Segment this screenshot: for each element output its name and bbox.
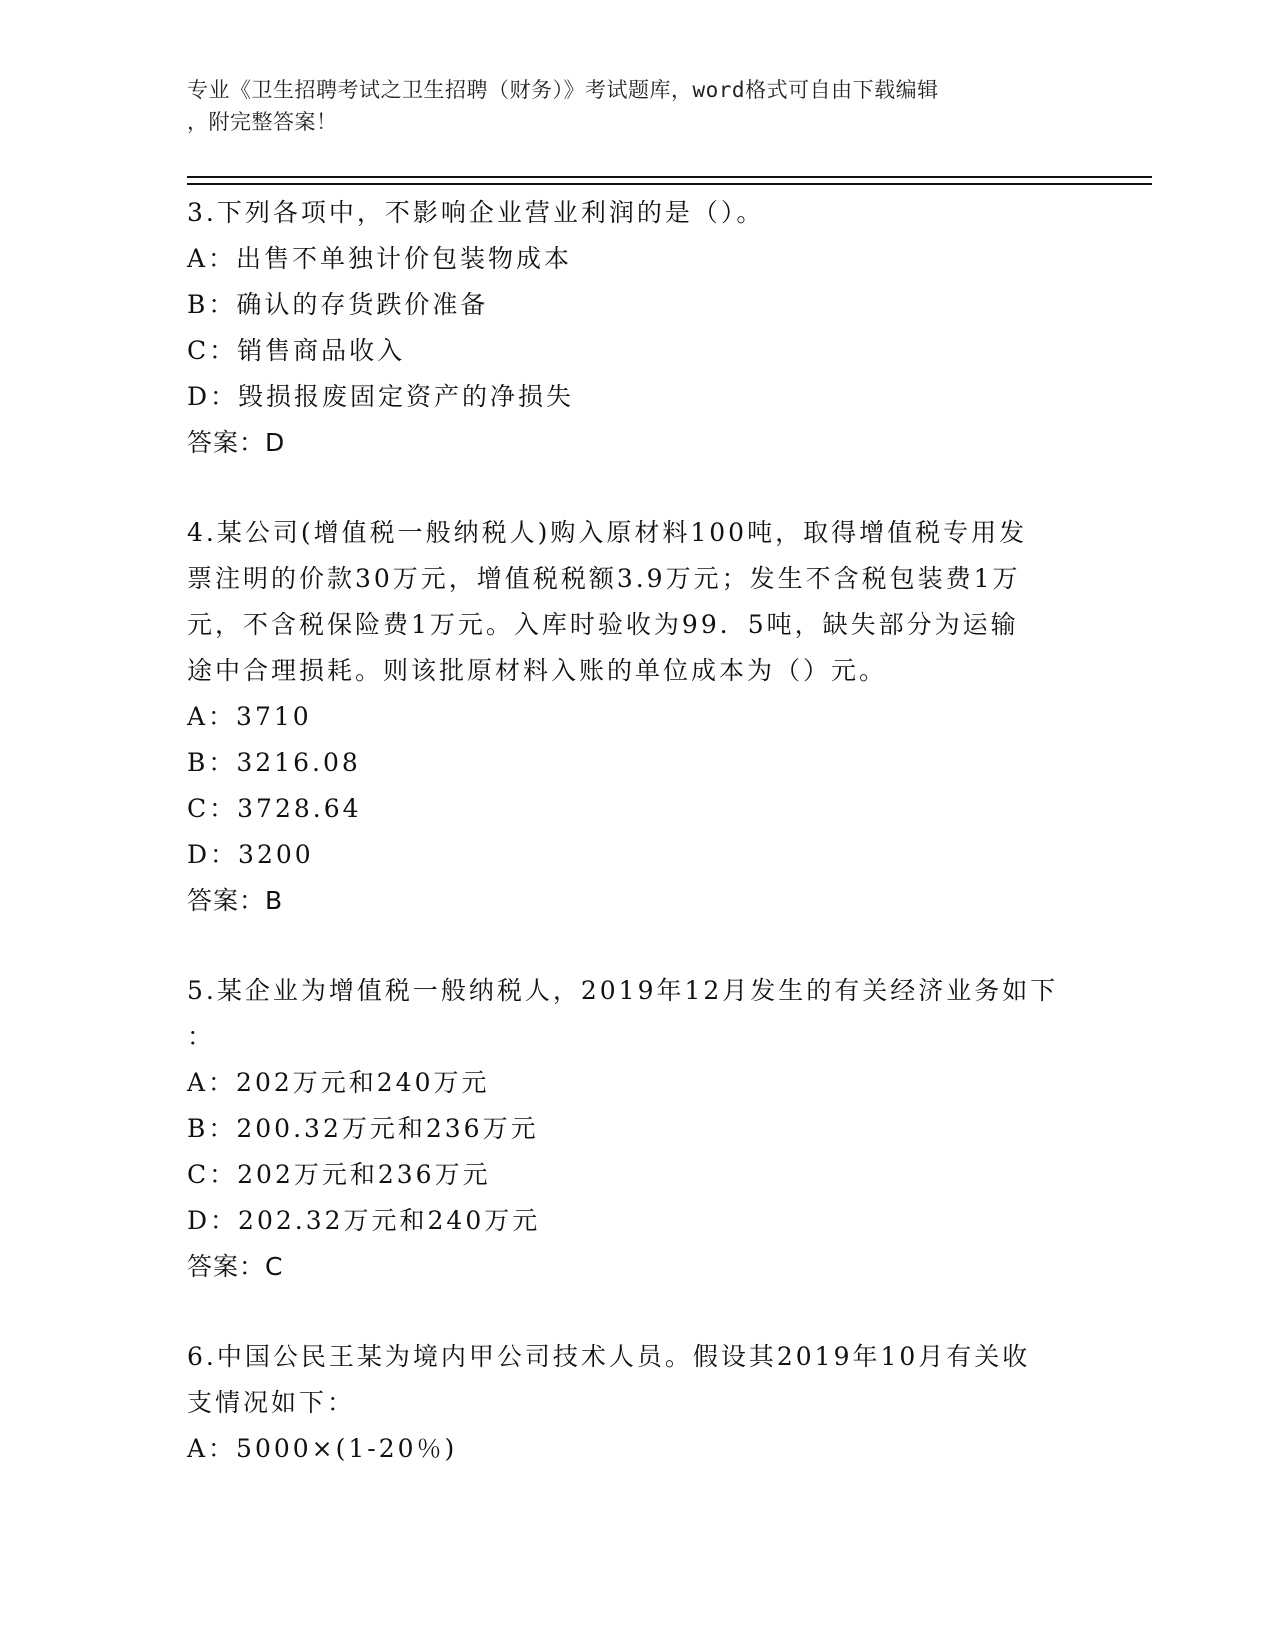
answer-label: 答案：	[187, 428, 266, 457]
option-b: B：确认的存货跌价准备	[187, 290, 489, 319]
option-b: B：200.32万元和236万元	[187, 1114, 539, 1143]
spacer	[187, 1290, 1087, 1334]
document-header	[187, 74, 1067, 138]
option-a: A：3710	[187, 702, 312, 731]
answer-value: D	[265, 428, 286, 457]
question-stem-line: 元，不含税保险费1万元。入库时验收为99．5吨，缺失部分为运输	[187, 610, 1019, 639]
question-3	[187, 190, 1087, 466]
question-stem-line: 途中合理损耗。则该批原材料入账的单位成本为（）元。	[187, 656, 888, 685]
header-line-1: 专业《卫生招聘考试之卫生招聘（财务）》考试题库，word格式可自由下载编辑	[187, 78, 939, 102]
question-stem-line: 5.某企业为增值税一般纳税人，2019年12月发生的有关经济业务如下	[187, 976, 1059, 1005]
question-4	[187, 510, 1087, 924]
question-6	[187, 1334, 1087, 1472]
option-d: D：202.32万元和240万元	[187, 1206, 541, 1235]
question-stem-line: 4.某公司(增值税一般纳税人)购入原材料100吨，取得增值税专用发	[187, 518, 1028, 547]
option-c: C：销售商品收入	[187, 336, 406, 365]
option-a: A：5000×(1-20％)	[187, 1434, 458, 1463]
question-stem-line: 支情况如下：	[187, 1388, 356, 1417]
answer-label: 答案：	[187, 886, 266, 915]
header-line-2: ，附完整答案！	[187, 110, 338, 134]
option-b: B：3216.08	[187, 748, 361, 777]
question-stem-line: 6.中国公民王某为境内甲公司技术人员。假设其2019年10月有关收	[187, 1342, 1031, 1371]
question-list	[187, 190, 1087, 1472]
option-a: A：出售不单独计价包装物成本	[187, 244, 573, 273]
answer-line	[187, 878, 1087, 924]
option-c: C：3728.64	[187, 794, 362, 823]
option-d: D：3200	[187, 840, 314, 869]
option-c: C：202万元和236万元	[187, 1160, 491, 1189]
header-divider-bottom	[187, 183, 1152, 185]
option-d: D：毁损报废固定资产的净损失	[187, 382, 575, 411]
header-divider-top	[187, 176, 1152, 178]
spacer	[187, 924, 1087, 968]
answer-value: B	[265, 886, 284, 915]
question-stem: 3.下列各项中，不影响企业营业利润的是（）。	[187, 198, 765, 227]
spacer	[187, 466, 1087, 510]
answer-line	[187, 1244, 1087, 1290]
question-stem-line: ：	[187, 1022, 216, 1051]
option-a: A：202万元和240万元	[187, 1068, 490, 1097]
question-5	[187, 968, 1087, 1290]
answer-line	[187, 420, 1087, 466]
answer-value: C	[265, 1252, 284, 1281]
answer-label: 答案：	[187, 1252, 266, 1281]
question-stem-line: 票注明的价款30万元，增值税税额3.9万元；发生不含税包装费1万	[187, 564, 1021, 593]
